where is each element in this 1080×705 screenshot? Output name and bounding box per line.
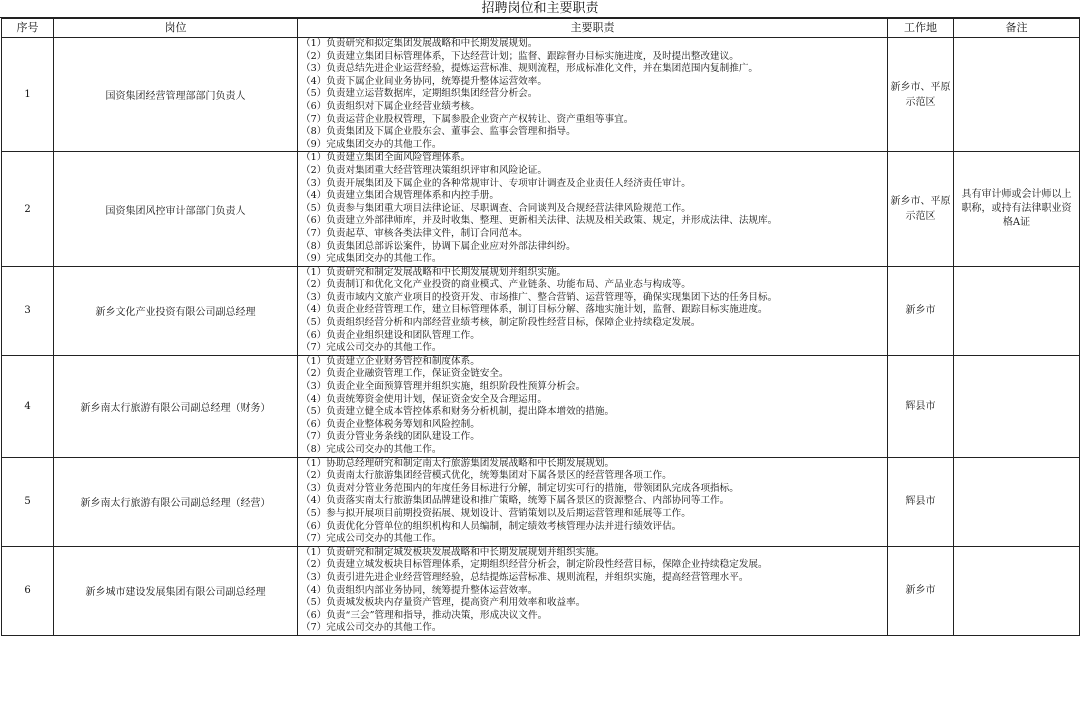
duty-line: （2）负责建立城发板块目标管理体系，定期组织经营分析会，制定阶段性经营目标，保障企业持续稳定发展。 bbox=[301, 559, 768, 571]
duty-line: （1）负责研究和制定发展战略和中长期发展规划并组织实施。 bbox=[301, 266, 567, 278]
duty-line: （7）负责运营企业股权管理，下属参股企业资产产权转让、资产重组等事宜。 bbox=[301, 113, 634, 125]
duty-line: （9）完成集团交办的其他工作。 bbox=[301, 253, 442, 265]
duty-line: （5）负责建立健全成本管控体系和财务分析机制，提出降本增效的措施。 bbox=[301, 406, 615, 418]
remarks bbox=[954, 38, 1080, 152]
remarks bbox=[954, 355, 1080, 457]
duty-line: （1）负责建立企业财务管控和制度体系。 bbox=[301, 355, 480, 367]
duty-line: （7）完成公司交办的其他工作。 bbox=[301, 342, 442, 354]
remarks bbox=[954, 457, 1080, 546]
duty-line: （6）负责优化分管单位的组织机构和人员编制，制定绩效考核管理办法并进行绩效评估。 bbox=[301, 520, 682, 532]
duties-cell bbox=[298, 355, 888, 457]
duty-line: （4）负责落实南太行旅游集团品牌建设和推广策略，统筹下属各景区的资源整合、内部协同等工作。 bbox=[301, 495, 730, 507]
position-name: 新乡文化产业投资有限公司副总经理 bbox=[54, 266, 298, 355]
duty-line: （8）负责集团及下属企业股东会、董事会、监事会管理和指导。 bbox=[301, 126, 576, 138]
row-number: 5 bbox=[2, 457, 54, 546]
duty-line: （3）负责总结先进企业运营经验，提炼运营标准、规则流程，形成标准化文件，并在集团范围内复制推广。 bbox=[301, 63, 759, 75]
position-name: 国资集团风控审计部部门负责人 bbox=[54, 152, 298, 266]
duty-line: （3）负责市域内文旅产业项目的投资开发、市场推广、整合营销、运营管理等，确保实现集团下达的任务目标。 bbox=[301, 291, 778, 303]
duty-line: （1）负责建立集团全面风险管理体系。 bbox=[301, 152, 471, 164]
duty-line: （7）负责起草、审核各类法律文件，制订合同范本。 bbox=[301, 227, 528, 239]
table-title: 招聘岗位和主要职责 bbox=[0, 0, 1080, 18]
work-location-cell bbox=[888, 355, 954, 457]
header-note: 备注 bbox=[954, 19, 1080, 38]
duty-line: （7）负责分管业务条线的团队建设工作。 bbox=[301, 431, 480, 443]
duty-line: （5）负责组织经营分析和内部经营业绩考核，制定阶段性经营目标，保障企业持续稳定发展。 bbox=[301, 317, 701, 329]
table-row bbox=[2, 152, 1080, 266]
table-row bbox=[2, 546, 1080, 635]
position-name: 新乡城市建设发展集团有限公司副总经理 bbox=[54, 546, 298, 635]
position-name: 新乡南太行旅游有限公司副总经理（经营） bbox=[54, 457, 298, 546]
duty-line: （5）负责建立运营数据库，定期组织集团经营分析会。 bbox=[301, 88, 538, 100]
duty-line: （3）负责开展集团及下属企业的各种常规审计、专项审计调查及企业责任人经济责任审计。 bbox=[301, 177, 691, 189]
work-location-cell bbox=[888, 546, 954, 635]
duty-line: （2）负责南太行旅游集团经营模式优化，统筹集团对下属各景区的经营管理各项工作。 bbox=[301, 470, 672, 482]
duties-cell bbox=[298, 546, 888, 635]
position-name: 国资集团经营管理部部门负责人 bbox=[54, 38, 298, 152]
duty-line: （1）协助总经理研究和制定南太行旅游集团发展战略和中长期发展规划。 bbox=[301, 457, 615, 469]
remarks bbox=[954, 546, 1080, 635]
duty-line: （2）负责对集团重大经营管理决策组织评审和风险论证。 bbox=[301, 164, 547, 176]
duties-cell bbox=[298, 38, 888, 152]
duty-line: （3）负责引进先进企业经营管理经验，总结提炼运营标准、规则流程，并组织实施，提高经营管理水平。 bbox=[301, 571, 749, 583]
work-location-cell bbox=[888, 457, 954, 546]
duty-line: （4）负责建立集团合规管理体系和内控手册。 bbox=[301, 190, 499, 202]
duties-cell bbox=[298, 152, 888, 266]
header-location: 工作地 bbox=[888, 19, 954, 38]
duty-line: （6）负责组织对下属企业经营业绩考核。 bbox=[301, 100, 480, 112]
work-location: 新乡市 bbox=[905, 585, 936, 597]
table-row bbox=[2, 266, 1080, 355]
row-number: 4 bbox=[2, 355, 54, 457]
duty-line: （6）负责建立外部律师库，并及时收集、整理、更新相关法律、法规及相关政策、规定，并形成法律、法规库。 bbox=[301, 215, 778, 227]
remarks bbox=[954, 266, 1080, 355]
duty-line: （6）负责“三会”管理和指导，推动决策，形成决议文件。 bbox=[301, 609, 548, 621]
duty-line: （6）负责企业组织建设和团队管理工作。 bbox=[301, 329, 480, 341]
duties-cell bbox=[298, 457, 888, 546]
duty-line: （2）负责建立集团目标管理体系，下达经营计划；监督、跟踪督办目标实施进度，及时提出整改建议。 bbox=[301, 50, 739, 62]
duty-line: （8）负责集团总部诉讼案件，协调下属企业应对外部法律纠纷。 bbox=[301, 240, 576, 252]
duty-line: （3）负责企业全面预算管理并组织实施，组织阶段性预算分析会。 bbox=[301, 381, 586, 393]
row-number: 2 bbox=[2, 152, 54, 266]
table-body bbox=[2, 38, 1080, 636]
header-duties: 主要职责 bbox=[298, 19, 888, 38]
positions-table bbox=[1, 18, 1080, 636]
duty-line: （2）负责制订和优化文化产业投资的商业模式、产业链条、功能布局、产品业态与构成等。 bbox=[301, 279, 691, 291]
work-location: 辉县市 bbox=[905, 400, 936, 412]
duty-line: （5）负责参与集团重大项目法律论证、尽职调查、合同谈判及合规经营法律风险规范工作。 bbox=[301, 202, 691, 214]
work-location-cell bbox=[888, 266, 954, 355]
work-location: 辉县市 bbox=[905, 496, 936, 508]
duty-line: （8）完成公司交办的其他工作。 bbox=[301, 444, 442, 455]
work-location: 新乡市 bbox=[905, 305, 936, 317]
work-location: 新乡市、平原示范区 bbox=[890, 81, 951, 108]
duty-line: （5）负责城发板块内存量资产管理，提高资产利用效率和收益率。 bbox=[301, 597, 586, 609]
header-position: 岗位 bbox=[54, 19, 298, 38]
table-row bbox=[2, 355, 1080, 457]
duty-line: （1）负责研究和制定城发板块发展战略和中长期发展规划并组织实施。 bbox=[301, 546, 605, 558]
row-number: 6 bbox=[2, 546, 54, 635]
duty-line: （4）负责组织内部业务协同，统筹提升整体运营效率。 bbox=[301, 584, 538, 596]
work-location: 新乡市、平原示范区 bbox=[890, 196, 951, 223]
position-name: 新乡南太行旅游有限公司副总经理（财务） bbox=[54, 355, 298, 457]
work-location-cell bbox=[888, 38, 954, 152]
header-no: 序号 bbox=[2, 19, 54, 38]
remarks: 具有审计师或会计师以上职称，或持有法律职业资格A证 bbox=[954, 152, 1080, 266]
header-row bbox=[2, 19, 1080, 38]
duty-line: （3）负责对分管业务范围内的年度任务目标进行分解，制定切实可行的措施，带领团队完成各项指标。 bbox=[301, 482, 739, 494]
duties-cell bbox=[298, 266, 888, 355]
duty-line: （5）参与拟开展项目前期投资拓展、规划设计、营销策划以及后期运营管理和延展等工作。 bbox=[301, 507, 691, 519]
duty-line: （9）完成集团交办的其他工作。 bbox=[301, 138, 442, 150]
duty-line: （4）负责下属企业间业务协同，统筹提升整体运营效率。 bbox=[301, 75, 547, 87]
duty-line: （7）完成公司交办的其他工作。 bbox=[301, 622, 442, 634]
row-number: 1 bbox=[2, 38, 54, 152]
table-row bbox=[2, 457, 1080, 546]
table-row bbox=[2, 38, 1080, 152]
duty-line: （4）负责统筹资金使用计划，保证资金安全及合理运用。 bbox=[301, 393, 547, 405]
work-location-cell bbox=[888, 152, 954, 266]
duty-line: （4）负责企业经营管理工作，建立目标管理体系，制订目标分解、落地实施计划，监督、跟踪目标实施进度。 bbox=[301, 304, 768, 316]
duty-line: （6）负责企业整体税务筹划和风险控制。 bbox=[301, 418, 480, 430]
duty-line: （2）负责企业融资管理工作，保证资金链安全。 bbox=[301, 368, 509, 380]
duty-line: （7）完成公司交办的其他工作。 bbox=[301, 533, 442, 545]
row-number: 3 bbox=[2, 266, 54, 355]
duty-line: （1）负责研究和拟定集团发展战略和中长期发展规划。 bbox=[301, 38, 538, 49]
